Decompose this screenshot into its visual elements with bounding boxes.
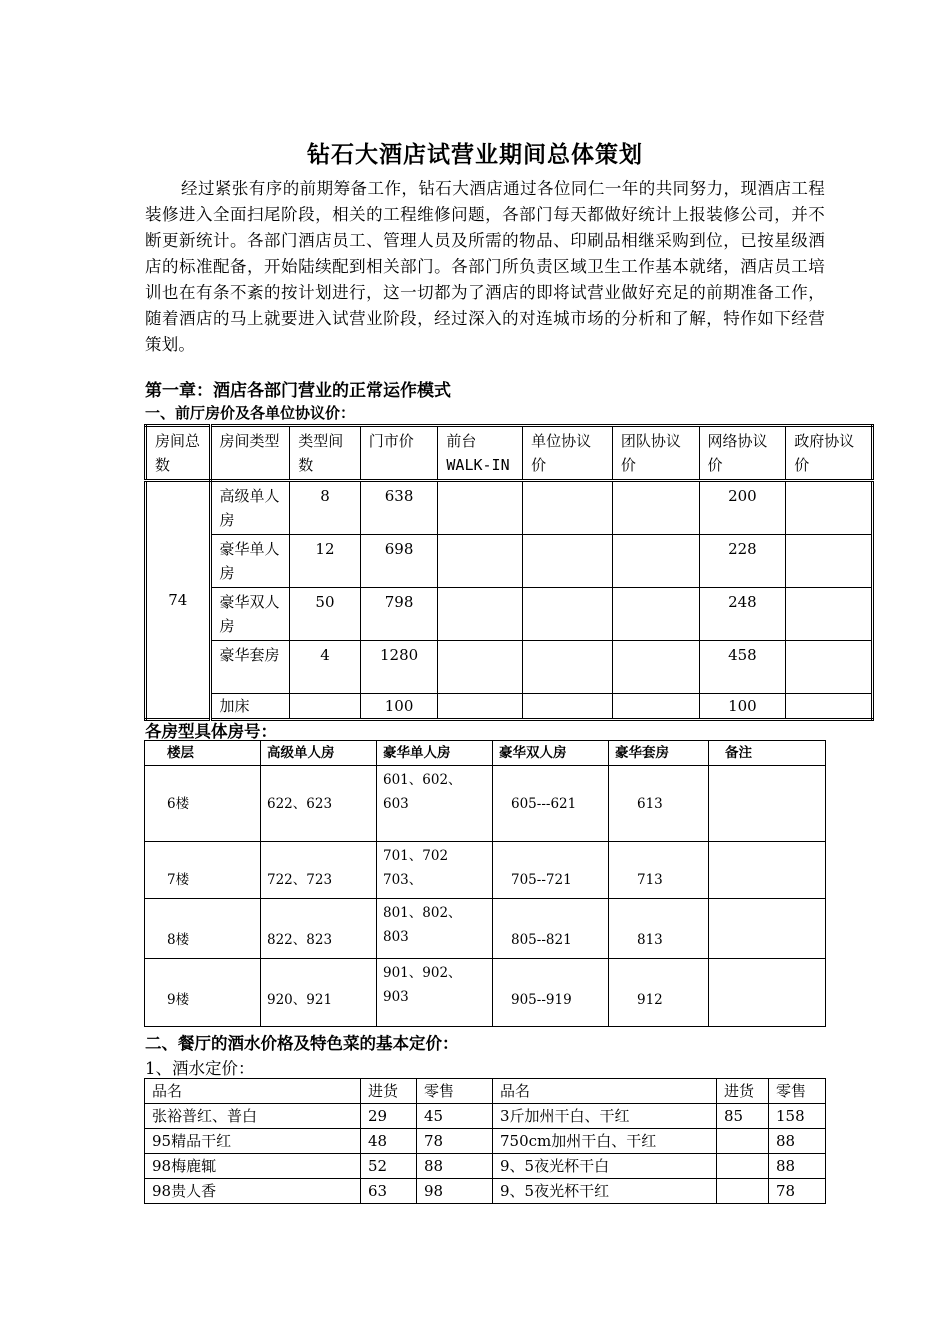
retail-cell: 98 [417,1179,493,1204]
header-cell: 备注 [709,741,826,766]
superior-single-cell: 622、623 [261,766,377,842]
table-row [145,1129,826,1154]
rack-rate-cell: 798 [360,588,438,641]
corporate-rate-cell [523,535,613,588]
room-count-cell [290,694,361,720]
document-title: 钻石大酒店试营业期间总体策划 [307,141,643,168]
header-cell: 前台WALK-IN [438,426,523,481]
table-row [145,959,826,1027]
retail-cell: 88 [769,1129,826,1154]
room-type-cell: 高级单人房 [210,481,290,535]
deluxe-double-cell: 605---621 [493,766,609,842]
corporate-rate-cell [523,588,613,641]
rack-rate-cell: 100 [360,694,438,720]
room-numbers-line: 603 [383,796,409,812]
walkin-cell [438,535,523,588]
corporate-rate-cell [523,641,613,694]
table-row [145,1104,826,1129]
retail-cell: 158 [769,1104,826,1129]
table-header-row [146,426,873,481]
room-count-cell: 12 [290,535,361,588]
online-rate-cell: 200 [699,481,786,535]
deluxe-suite-cell: 813 [609,899,709,959]
intro-paragraph [145,176,825,358]
header-cell: 高级单人房 [261,741,377,766]
superior-single-cell: 822、823 [261,899,377,959]
product-name-cell: 95精品干红 [145,1129,361,1154]
online-rate-cell: 458 [699,641,786,694]
room-count-cell: 4 [290,641,361,694]
room-numbers-heading: 各房型具体房号： [145,722,277,741]
section-heading-rates: 一、前厅房价及各单位协议价： [145,404,356,422]
retail-cell: 78 [769,1179,826,1204]
cost-cell: 63 [361,1179,417,1204]
rack-rate-cell: 698 [360,535,438,588]
group-rate-cell [612,481,699,535]
government-rate-cell [786,641,873,694]
table-row [145,1154,826,1179]
deluxe-single-cell [377,959,493,1027]
room-numbers-line: 901、902、 [383,965,462,981]
room-numbers-line: 801、802、 [383,905,462,921]
retail-cell: 88 [769,1154,826,1179]
table-row [145,842,826,899]
cost-cell: 48 [361,1129,417,1154]
cost-cell [717,1129,769,1154]
header-cell: 豪华单人房 [377,741,493,766]
header-cell: 豪华双人房 [493,741,609,766]
government-rate-cell [786,481,873,535]
table-row [146,481,873,535]
room-type-cell: 加床 [210,694,290,720]
intro-text: 经过紧张有序的前期筹备工作，钻石大酒店通过各位同仁一年的共同努力，现酒店工程装修进入全面扫尾阶段，相关的工程维修问题，各部门每天都做好统计上报装修公司，并不断更新统计。各部门酒店员工、管理人员及所需的物品、印刷品相继采购到位，已按星级酒店的标准配备，开始陆续配到相关部门。各部门所负责区域卫生工作基本就绪，酒店员工培训也在有条不紊的按计划进行，这一切都为了酒店的即将试营业做好充足的前期准备工作，随着酒店的马上就要进入试营业阶段，经过深入的对连城市场的分析和了解，特作如下经营策划。 [145,179,825,354]
deluxe-suite-cell: 912 [609,959,709,1027]
room-numbers-line: 601、602、 [383,772,462,788]
government-rate-cell [786,588,873,641]
header-cell: 进货 [717,1079,769,1104]
table-row [145,1179,826,1204]
deluxe-double-cell: 705--721 [493,842,609,899]
floor-cell: 8楼 [145,899,261,959]
corporate-rate-cell [523,694,613,720]
floor-cell: 7楼 [145,842,261,899]
retail-cell: 78 [417,1129,493,1154]
product-name-cell: 750cm加州干白、干红 [493,1129,717,1154]
superior-single-cell: 722、723 [261,842,377,899]
group-rate-cell [612,588,699,641]
header-cell: 零售 [417,1079,493,1104]
header-cell: 零售 [769,1079,826,1104]
room-rate-table [144,424,874,721]
deluxe-suite-cell: 713 [609,842,709,899]
deluxe-single-cell [377,766,493,842]
header-cell: 网络协议价 [699,426,786,481]
table-row [146,641,873,694]
table-row [146,535,873,588]
cost-cell [717,1179,769,1204]
online-rate-cell: 228 [699,535,786,588]
deluxe-single-cell [377,842,493,899]
walkin-cell [438,694,523,720]
walkin-cell [438,641,523,694]
room-count-cell: 50 [290,588,361,641]
superior-single-cell: 920、921 [261,959,377,1027]
product-name-cell: 98贵人香 [145,1179,361,1204]
table-row [146,694,873,720]
header-cell: 品名 [145,1079,361,1104]
header-cell: 进货 [361,1079,417,1104]
online-rate-cell: 100 [699,694,786,720]
header-cell: 门市价 [360,426,438,481]
cost-cell: 52 [361,1154,417,1179]
table-row [146,588,873,641]
walkin-cell [438,481,523,535]
note-cell [709,899,826,959]
deluxe-double-cell: 805--821 [493,899,609,959]
header-cell: 团队协议价 [612,426,699,481]
note-cell [709,959,826,1027]
chapter-heading: 第一章：酒店各部门营业的正常运作模式 [145,381,451,401]
government-rate-cell [786,535,873,588]
group-rate-cell [612,535,699,588]
deluxe-suite-cell: 613 [609,766,709,842]
cost-cell: 85 [717,1104,769,1129]
note-cell [709,842,826,899]
header-cell: 单位协议价 [523,426,613,481]
header-cell: 楼层 [145,741,261,766]
product-name-cell: 张裕普红、普白 [145,1104,361,1129]
group-rate-cell [612,641,699,694]
room-number-table [144,740,826,1027]
header-cell: 房间类型 [210,426,290,481]
note-cell [709,766,826,842]
wine-price-table [144,1078,826,1204]
corporate-rate-cell [523,481,613,535]
room-numbers-line: 903 [383,989,409,1005]
room-type-cell: 豪华套房 [210,641,290,694]
room-count-cell: 8 [290,481,361,535]
rack-rate-cell: 1280 [360,641,438,694]
deluxe-double-cell: 905--919 [493,959,609,1027]
floor-cell: 9楼 [145,959,261,1027]
header-cell: 类型间数 [290,426,361,481]
header-cell: 豪华套房 [609,741,709,766]
table-header-row [145,1079,826,1104]
retail-cell: 45 [417,1104,493,1129]
cost-cell [717,1154,769,1179]
table-header-row [145,741,826,766]
room-numbers-line: 701、702 [383,848,449,864]
floor-cell: 6楼 [145,766,261,842]
header-cell: 政府协议价 [786,426,873,481]
online-rate-cell: 248 [699,588,786,641]
product-name-cell: 3斤加州干白、干红 [493,1104,717,1129]
room-numbers-line: 703、 [383,872,423,888]
table-row [145,899,826,959]
subheading-wine-prices: 1、酒水定价： [145,1059,255,1078]
header-cell: 品名 [493,1079,717,1104]
retail-cell: 88 [417,1154,493,1179]
room-numbers-line: 803 [383,929,409,945]
total-rooms-cell: 74 [146,481,211,720]
product-name-cell: 9、5夜光杯干红 [493,1179,717,1204]
government-rate-cell [786,694,873,720]
room-type-cell: 豪华单人房 [210,535,290,588]
product-name-cell: 98梅鹿辄 [145,1154,361,1179]
table-row [145,766,826,842]
room-type-cell: 豪华双人房 [210,588,290,641]
group-rate-cell [612,694,699,720]
header-cell: 房间总数 [146,426,211,481]
section-heading-restaurant: 二、餐厅的酒水价格及特色菜的基本定价： [145,1034,459,1053]
walkin-cell [438,588,523,641]
deluxe-single-cell [377,899,493,959]
product-name-cell: 9、5夜光杯干白 [493,1154,717,1179]
rack-rate-cell: 638 [360,481,438,535]
cost-cell: 29 [361,1104,417,1129]
